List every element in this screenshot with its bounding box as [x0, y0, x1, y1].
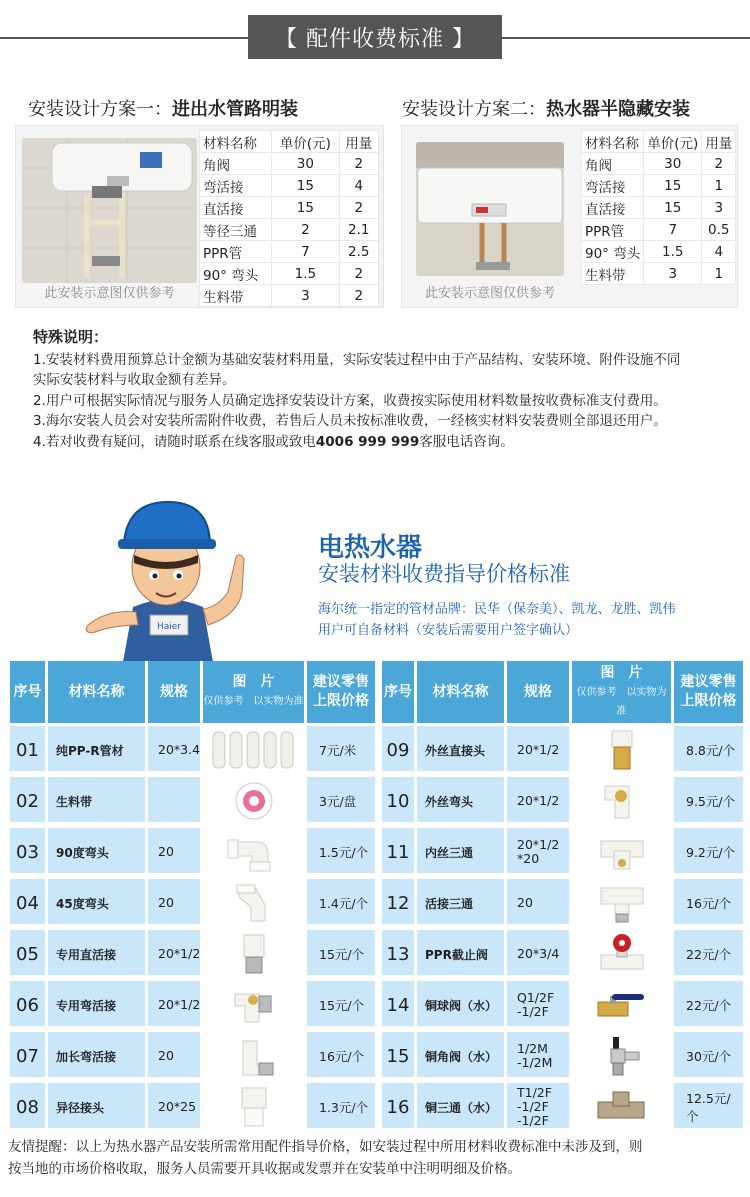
- col-header-price-line2: 上限价格: [680, 693, 737, 709]
- notes-line: 1.安装材料费用预算总计金额为基础安装材料用量，实际安装过程中由于产品结构、安装环境、附件设施不同: [33, 351, 681, 368]
- stop-valve-icon: [572, 930, 674, 978]
- unit-price: 30: [644, 153, 702, 175]
- col-header-spec: [148, 661, 203, 723]
- row-seq: 09: [382, 726, 417, 774]
- material-spec: 20*1/2: [507, 777, 572, 825]
- material-spec: 20: [148, 879, 203, 927]
- quantity: 1: [702, 263, 736, 285]
- unit-price: 15: [272, 175, 339, 197]
- table-row: [582, 197, 736, 219]
- material-spec: 20*1/2 *20: [507, 828, 572, 876]
- material-name: 铜球阀（水）: [417, 981, 507, 1029]
- material-name: 加长弯活接: [48, 1032, 148, 1080]
- table-row: [200, 285, 379, 307]
- material-name: 90° 弯头: [200, 263, 272, 285]
- material-name: 活接三通: [417, 879, 507, 927]
- scheme2-title: [402, 95, 690, 121]
- col-header-pic: [203, 661, 307, 723]
- table-row: [582, 263, 736, 285]
- quantity: 2: [339, 285, 378, 307]
- section-title: 【 配件收费标准 】: [275, 26, 475, 52]
- material-spec: 1/2M -1/2M: [507, 1032, 572, 1080]
- col-header-spec-right: [507, 661, 572, 723]
- table-row: [382, 879, 743, 927]
- female-tee-icon: [572, 828, 674, 876]
- row-seq: 07: [10, 1032, 48, 1080]
- material-name: PPR管: [200, 241, 272, 263]
- price-value: 12.5元/个: [686, 1091, 731, 1124]
- price-value: 1.4元/个: [319, 896, 369, 911]
- table-row: [382, 981, 743, 1029]
- material-name: 直活接: [582, 197, 644, 219]
- material-name: PPR截止阀: [417, 930, 507, 978]
- col-header-price-right: [674, 661, 743, 723]
- col-header-price-line1: 建议零售: [313, 674, 369, 690]
- col-header-name-label: 材料名称: [68, 683, 125, 700]
- table-row: [582, 241, 736, 263]
- col-header-pic-right: [572, 661, 674, 723]
- promo-brand-line: 海尔统一指定的管材品牌：民华（保奈美）、凯龙、龙胜、凯伟: [318, 602, 676, 617]
- col-header-spec-label: 规格: [160, 683, 188, 700]
- notes-line: 3.海尔安装人员会对安装所需附件收费，若售后人员未按标准收费，一经核实材料安装费则全部退还用户。: [33, 413, 667, 429]
- price-value: 9.2元/个: [686, 845, 736, 860]
- material-spec: 20: [148, 1032, 203, 1080]
- section-title-banner: [248, 15, 502, 59]
- col-header-price-line2: 上限价格: [313, 693, 369, 709]
- col-header-spec-label: 规格: [524, 683, 552, 700]
- angle-valve-icon: [572, 1032, 674, 1080]
- material-spec: 20*25: [148, 1083, 203, 1131]
- unit-price: 3: [644, 263, 702, 285]
- notes-line: 实际安装材料与收取金额有差异。: [33, 372, 236, 388]
- price-value: 8.8元/个: [686, 743, 736, 758]
- tape-roll-icon: [203, 777, 307, 825]
- row-seq: 13: [382, 930, 417, 978]
- quantity: 2: [339, 153, 378, 175]
- row-seq: 11: [382, 828, 417, 876]
- notes-line5-prefix: 4.若对收费有疑问，请随时联系在线客服或致电: [33, 433, 316, 450]
- mascot-badge: Haier: [156, 622, 182, 632]
- material-spec: 20: [148, 828, 203, 876]
- material-name: 专用弯活接: [48, 981, 148, 1029]
- material-name: 生料带: [48, 777, 148, 825]
- table-row: [382, 828, 743, 876]
- col-header-pic-note: 仅供参考 以实物为准: [576, 686, 667, 717]
- material-name: 直活接: [200, 197, 272, 219]
- table-row: [582, 175, 736, 197]
- material-name: 铜角阀（水）: [417, 1032, 507, 1080]
- row-seq: 10: [382, 777, 417, 825]
- col-header-pic-label: 图 片: [232, 674, 275, 690]
- scheme2-material-table: [581, 130, 736, 285]
- row-seq: 05: [10, 930, 48, 978]
- footer-line: 友情提醒：以上为热水器产品安装所需常用配件指导价格，如安装过程中所用材料收费标准中未涉及到，则: [8, 1139, 643, 1155]
- price-value: 7元/米: [319, 743, 357, 758]
- material-name: 等径三通: [200, 219, 272, 241]
- table-row: [200, 175, 379, 197]
- table-row: [382, 930, 743, 978]
- quantity: 2.5: [339, 241, 378, 263]
- table-row: [10, 930, 375, 978]
- material-name: 角阀: [200, 153, 272, 175]
- unit-price: 15: [272, 197, 339, 219]
- scheme1-panel: [15, 125, 384, 308]
- notes-line5-suffix: 客服电话咨询。: [419, 433, 514, 450]
- material-spec: 20*3/4: [507, 930, 572, 978]
- material-name: 纯PP-R管材: [48, 726, 148, 774]
- col-header-qty: 用量: [339, 131, 378, 153]
- material-spec: T1/2F -1/2F -1/2F: [507, 1083, 572, 1131]
- unit-price: 15: [644, 175, 702, 197]
- quantity: 2: [702, 153, 736, 175]
- notes-title: 特殊说明：: [33, 328, 109, 346]
- worker-mascot-illustration: [78, 497, 278, 662]
- price-value: 30元/个: [686, 1049, 732, 1064]
- table-row: [200, 197, 379, 219]
- table-row: [582, 219, 736, 241]
- table-row: [382, 1032, 743, 1080]
- table-row: [200, 153, 379, 175]
- material-spec: 20*1/2: [148, 981, 203, 1029]
- col-header-price: 单价(元): [272, 131, 339, 153]
- col-header-seq: [10, 661, 48, 723]
- material-name: 生料带: [200, 285, 272, 307]
- table-row: [582, 153, 736, 175]
- col-header-name: [48, 661, 148, 723]
- row-seq: 04: [10, 879, 48, 927]
- unit-price: 30: [272, 153, 339, 175]
- scheme2-title-prefix: 安装设计方案二：: [402, 99, 546, 120]
- reducer-icon: [203, 1083, 307, 1131]
- footer-line: 按当地的市场价格收取，服务人员需要开具收据或发票并在安装单中注明明细及价格。: [8, 1161, 521, 1177]
- notes-line: 2.用户可根据实际情况与服务人员确定选择安装设计方案，收费按实际使用材料数量按收费标准支付费用。: [33, 392, 667, 409]
- scheme1-title-prefix: 安装设计方案一：: [28, 99, 172, 120]
- table-row: [200, 241, 379, 263]
- promo-title: 电热水器: [318, 533, 423, 563]
- union-tee-icon: [572, 879, 674, 927]
- material-name: 弯活接: [200, 175, 272, 197]
- col-header-seq-label: 序号: [384, 683, 412, 700]
- material-name: 内丝三通: [417, 828, 507, 876]
- price-value: 16元/个: [319, 1049, 365, 1064]
- unit-price: 3: [272, 285, 339, 307]
- table-row: [200, 263, 379, 285]
- material-name: 外丝直接头: [417, 726, 507, 774]
- row-seq: 14: [382, 981, 417, 1029]
- col-header-material: 材料名称: [200, 131, 272, 153]
- material-name: 45度弯头: [48, 879, 148, 927]
- row-seq: 02: [10, 777, 48, 825]
- price-value: 15元/个: [319, 998, 365, 1013]
- promo-self-supply-line: 用户可自备材料（安装后需要用户签字确认）: [318, 623, 579, 638]
- table-row: [10, 1032, 375, 1080]
- quantity: 2: [339, 263, 378, 285]
- unit-price: 7: [644, 219, 702, 241]
- long-elbow-union-icon: [203, 1032, 307, 1080]
- scheme2-caption: 此安装示意图仅供参考: [424, 286, 555, 301]
- row-seq: 01: [10, 726, 48, 774]
- unit-price: 1.5: [644, 241, 702, 263]
- elbow-90-icon: [203, 828, 307, 876]
- material-name: 异径接头: [48, 1083, 148, 1131]
- scheme1-title: [28, 95, 298, 121]
- row-seq: 03: [10, 828, 48, 876]
- table-row: [10, 828, 375, 876]
- scheme1-title-main: 进出水管路明装: [172, 99, 298, 120]
- unit-price: 2: [272, 219, 339, 241]
- table-row: [10, 777, 375, 825]
- col-header-seq-label: 序号: [13, 683, 42, 700]
- quantity: 2: [339, 197, 378, 219]
- table-row: [10, 726, 375, 774]
- row-seq: 12: [382, 879, 417, 927]
- col-header-price: [307, 661, 375, 723]
- table-row: [382, 1083, 743, 1131]
- male-thread-elbow-icon: [572, 777, 674, 825]
- table-row: [10, 981, 375, 1029]
- material-spec: 20: [507, 879, 572, 927]
- col-header-seq-right: [382, 661, 417, 723]
- row-seq: 16: [382, 1083, 417, 1131]
- col-header-price-line1: 建议零售: [680, 674, 737, 690]
- price-value: 22元/个: [686, 998, 732, 1013]
- male-thread-straight-icon: [572, 726, 674, 774]
- col-header-price: 单价(元): [644, 131, 702, 153]
- unit-price: 15: [644, 197, 702, 219]
- scheme2-title-main: 热水器半隐藏安装: [546, 99, 690, 120]
- elbow-45-icon: [203, 879, 307, 927]
- row-seq: 06: [10, 981, 48, 1029]
- table-row: [10, 879, 375, 927]
- table-row: [382, 726, 743, 774]
- special-notes: [33, 327, 733, 452]
- material-name: 弯活接: [582, 175, 644, 197]
- material-name: 90° 弯头: [582, 241, 644, 263]
- col-header-name-label: 材料名称: [432, 683, 489, 700]
- material-name: 角阀: [582, 153, 644, 175]
- quantity: 4: [702, 241, 736, 263]
- quantity: 2.1: [339, 219, 378, 241]
- material-name: 铜三通（水）: [417, 1083, 507, 1131]
- material-spec: 20*3.4: [148, 726, 203, 774]
- price-value: 15元/个: [319, 947, 365, 962]
- material-spec: 20*1/2: [507, 726, 572, 774]
- material-name: 生料带: [582, 263, 644, 285]
- material-name: 专用直活接: [48, 930, 148, 978]
- material-name: PPR管: [582, 219, 644, 241]
- scheme1-install-photo: [22, 138, 197, 283]
- table-row: [200, 219, 379, 241]
- ball-valve-icon: [572, 981, 674, 1029]
- notes-line: [33, 432, 733, 453]
- service-phone: 4006 999 999: [315, 433, 420, 450]
- quantity: 0.5: [702, 219, 736, 241]
- quantity: 1: [702, 175, 736, 197]
- elbow-union-icon: [203, 981, 307, 1029]
- table-row: [382, 777, 743, 825]
- scheme2-panel: [401, 125, 738, 308]
- material-spec: Q1/2F -1/2F: [507, 981, 572, 1029]
- scheme1-material-table: [199, 130, 379, 307]
- brass-tee-icon: [572, 1083, 674, 1131]
- material-spec: 20*1/2: [148, 930, 203, 978]
- price-value: 1.5元/个: [319, 845, 369, 860]
- table-row: [10, 1083, 375, 1131]
- price-value: 9.5元/个: [686, 794, 736, 809]
- row-seq: 08: [10, 1083, 48, 1131]
- straight-union-icon: [203, 930, 307, 978]
- material-spec: [148, 777, 203, 825]
- promo-subtitle: 安装材料收费指导价格标准: [318, 562, 570, 586]
- price-value: 3元/盘: [319, 794, 357, 809]
- price-value: 22元/个: [686, 947, 732, 962]
- col-header-name-right: [417, 661, 507, 723]
- material-name: 外丝弯头: [417, 777, 507, 825]
- unit-price: 1.5: [272, 263, 339, 285]
- scheme2-install-photo: [416, 142, 564, 276]
- footer-reminder: [8, 1136, 743, 1180]
- col-header-pic-label: 图 片: [600, 664, 643, 681]
- row-seq: 15: [382, 1032, 417, 1080]
- price-value: 16元/个: [686, 896, 732, 911]
- quantity: 3: [702, 197, 736, 219]
- pipe-bundle-icon: [203, 726, 307, 774]
- quantity: 4: [339, 175, 378, 197]
- unit-price: 7: [272, 241, 339, 263]
- col-header-material: 材料名称: [582, 131, 644, 153]
- col-header-qty: 用量: [702, 131, 736, 153]
- col-header-pic-note: 仅供参考 以实物为准: [203, 696, 304, 707]
- price-value: 1.3元/个: [319, 1100, 369, 1115]
- material-name: 90度弯头: [48, 828, 148, 876]
- scheme1-caption: 此安装示意图仅供参考: [44, 286, 175, 301]
